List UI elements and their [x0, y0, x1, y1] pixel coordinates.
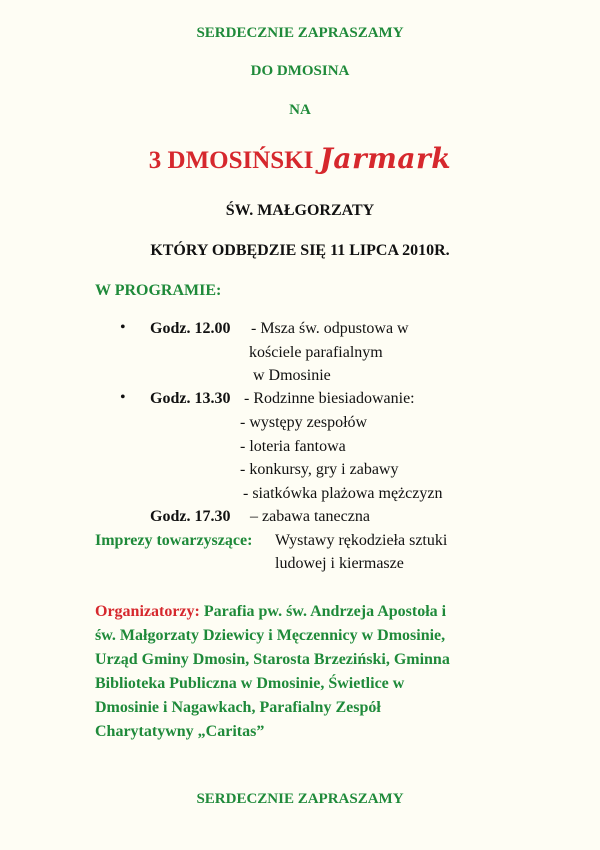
organizers-line: Parafia pw. św. Andrzeja Apostoła i [203, 603, 447, 620]
program-time-2: Godz. 13.30 [150, 390, 231, 407]
program-line: – zabawa taneczna [250, 508, 370, 525]
organizers-line: Dmosinie i Nagawkach, Parafialny Zespół [95, 699, 381, 716]
side-events-label: Imprezy towarzyszące: [95, 532, 253, 549]
header-line-1: SERDECZNIE ZAPRASZAMY [196, 25, 404, 41]
organizers-line: Charytatywny „Caritas” [95, 723, 265, 740]
program-line: kościele parafialnym [249, 344, 383, 361]
organizers-line: Urząd Gminy Dmosin, Starosta Brzeziński, Gminna [95, 651, 450, 668]
footer-invite: SERDECZNIE ZAPRASZAMY [196, 791, 404, 807]
bullet-icon: • [120, 389, 126, 406]
program-line: - siatkówka plażowa mężczyzn [243, 485, 443, 502]
program-line: - Msza św. odpustowa w [251, 320, 409, 337]
organizers-line: Biblioteka Publiczna w Dmosinie, Świetlice w [95, 675, 405, 692]
program-time-1: Godz. 12.00 [150, 320, 231, 337]
event-title-prefix: 3 DMOSIŃSKI [148, 147, 314, 174]
event-date: KTÓRY ODBĘDZIE SIĘ 11 LIPCA 2010R. [150, 242, 450, 259]
organizers-first-line [95, 600, 446, 623]
header-line-2: DO DMOSINA [250, 63, 350, 79]
event-subtitle: ŚW. MAŁGORZATY [225, 202, 375, 219]
organizers-label: Organizatorzy: [95, 603, 200, 620]
event-title-script: Jarmark [319, 142, 452, 175]
header-line-3: NA [289, 102, 311, 118]
program-heading: W PROGRAMIE: [95, 282, 222, 299]
bullet-icon: • [120, 319, 126, 336]
side-events-line: ludowej i kiermasze [275, 555, 404, 572]
side-events-line: Wystawy rękodzieła sztuki [275, 532, 448, 549]
program-line: - występy zespołów [240, 414, 368, 431]
program-line: - loteria fantowa [240, 438, 346, 455]
program-line: - konkursy, gry i zabawy [240, 461, 399, 478]
organizers-line: św. Małgorzaty Dziewicy i Męczennicy w Dmosinie, [95, 627, 446, 644]
program-time-3: Godz. 17.30 [150, 508, 231, 525]
event-title [0, 142, 600, 175]
program-line: - Rodzinne biesiadowanie: [244, 390, 415, 407]
program-line: w Dmosinie [253, 367, 331, 384]
